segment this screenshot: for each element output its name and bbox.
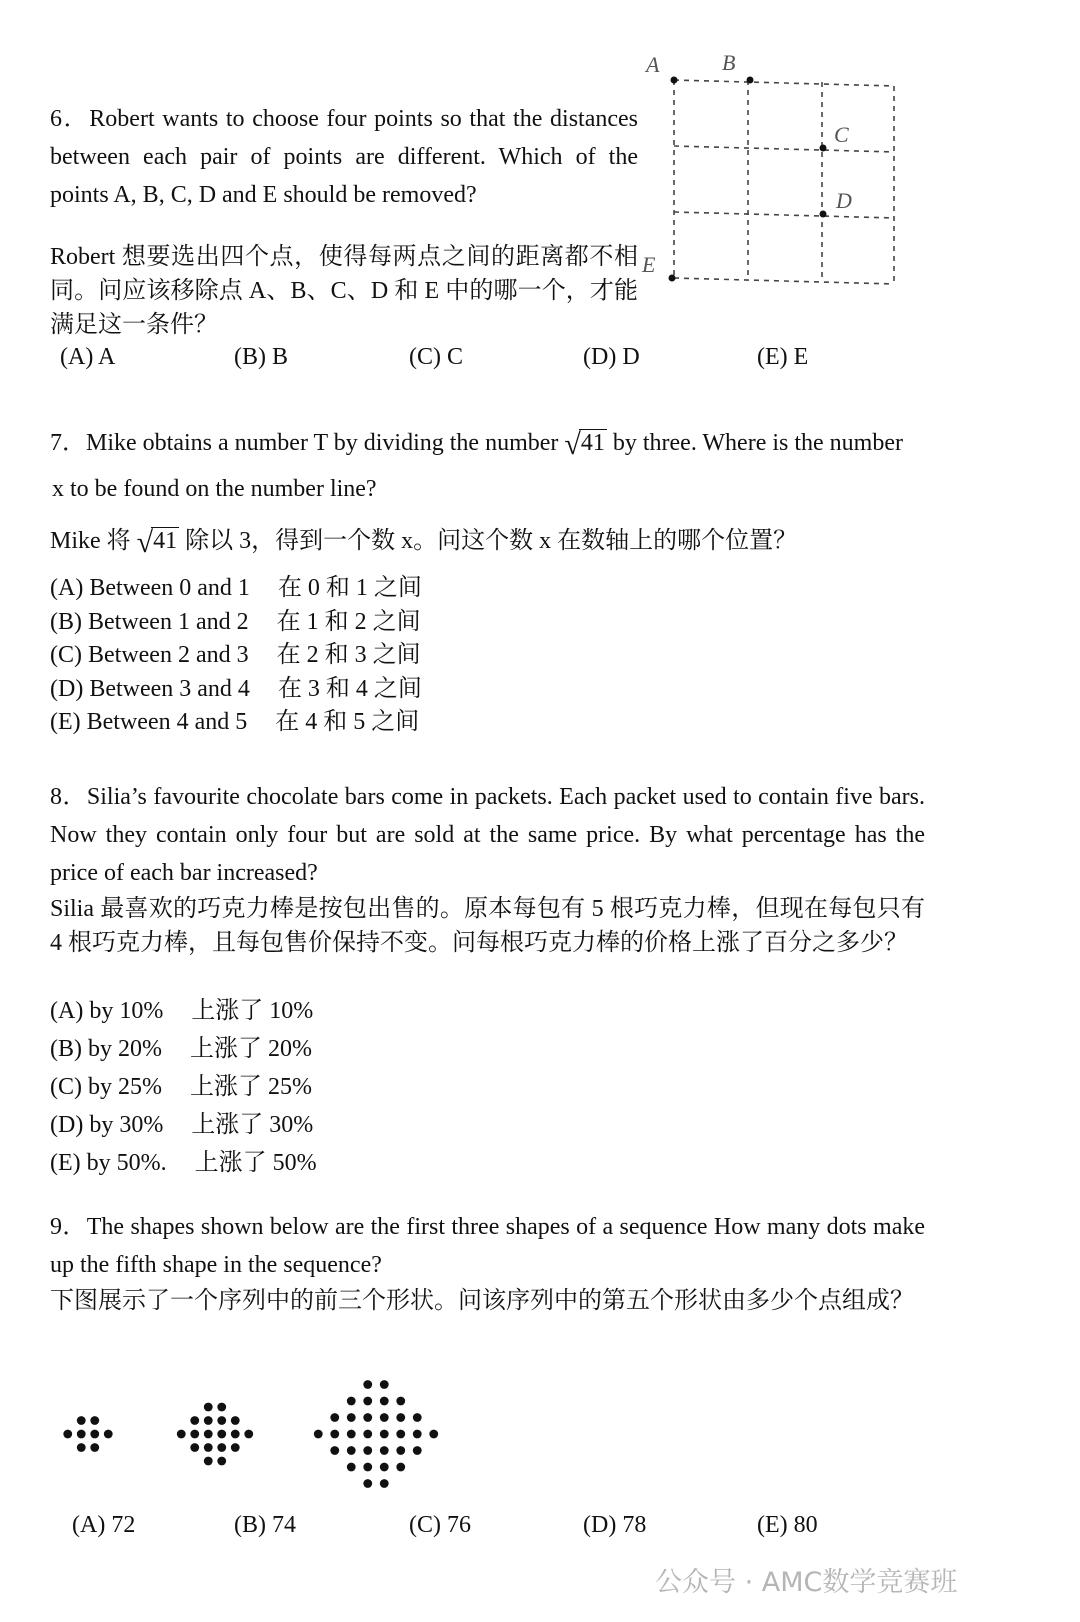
sqrt-41: √41	[564, 428, 605, 461]
q6-chinese: Robert 想要选出四个点，使得每两点之间的距离都不相同。问应该移除点 A、B、C、D 和 E 中的哪一个，才能满足这一条件？	[50, 244, 638, 338]
label-a: A	[646, 52, 660, 77]
dot-shape-3	[314, 1380, 438, 1488]
q6-option-b[interactable]: (B) B	[234, 344, 288, 370]
q8-option-a[interactable]: (A) by 10% 上涨了 10%	[50, 998, 314, 1024]
dot	[347, 1463, 356, 1472]
dot	[396, 1397, 405, 1406]
q7-option-c[interactable]: (C) Between 2 and 3 在 2 和 3 之间	[50, 642, 421, 668]
q8-english: 8．Silia’s favourite chocolate bars come in packets. Each packet used to contain five bars. Now they contain only four but are sold at the same price. By what percentage has the price of each bar increased?	[50, 784, 925, 886]
dot	[380, 1413, 389, 1422]
dot	[204, 1416, 213, 1425]
q7-option-b[interactable]: (B) Between 1 and 2 在 1 和 2 之间	[50, 608, 421, 635]
dot	[347, 1397, 356, 1406]
label-b: B	[722, 50, 736, 75]
point-e	[669, 275, 676, 282]
dot	[380, 1380, 389, 1389]
point-b	[747, 77, 754, 84]
dot	[347, 1446, 356, 1455]
q9-english: 9．The shapes shown below are the first three shapes of a sequence How many dots make up the fifth shape in the sequence?	[50, 1214, 925, 1278]
dot	[380, 1463, 389, 1472]
label-c: C	[834, 122, 849, 147]
q9-option-b[interactable]: (B) 74	[234, 1512, 296, 1538]
dot	[190, 1416, 199, 1425]
dot	[413, 1413, 422, 1422]
dot	[90, 1430, 99, 1439]
dot	[177, 1430, 186, 1439]
dot	[217, 1430, 226, 1439]
dot	[204, 1457, 213, 1466]
point-c	[820, 145, 827, 152]
q7-option-e[interactable]: (E) Between 4 and 5 在 4 和 5 之间	[50, 709, 420, 735]
q8-option-d[interactable]: (D) by 30% 上涨了 30%	[50, 1112, 314, 1138]
dot	[77, 1430, 86, 1439]
dot	[380, 1430, 389, 1439]
label-d: D	[836, 188, 852, 213]
q6-option-c[interactable]: (C) C	[409, 344, 463, 370]
q6-block	[50, 100, 638, 342]
dot	[204, 1403, 213, 1412]
dot	[363, 1463, 372, 1472]
q9-dot-shapes	[40, 1370, 480, 1520]
dot	[396, 1463, 405, 1472]
dot	[429, 1430, 438, 1439]
q6-options	[0, 344, 1080, 378]
dot	[217, 1416, 226, 1425]
dot	[380, 1397, 389, 1406]
q6-option-e[interactable]: (E) E	[757, 344, 809, 370]
dot-shape-1	[63, 1416, 112, 1452]
dot	[363, 1380, 372, 1389]
q9-option-c[interactable]: (C) 76	[409, 1512, 471, 1538]
q7-options	[50, 572, 422, 740]
q6-grid-figure	[630, 50, 910, 300]
dot	[396, 1413, 405, 1422]
dot	[90, 1443, 99, 1452]
dot	[231, 1443, 240, 1452]
dot	[63, 1430, 72, 1439]
dot	[347, 1430, 356, 1439]
dot	[363, 1446, 372, 1455]
q6-option-a[interactable]: (A) A	[60, 344, 116, 370]
dot	[396, 1430, 405, 1439]
q6-option-d[interactable]: (D) D	[583, 344, 640, 370]
dot	[204, 1443, 213, 1452]
point-d	[820, 211, 827, 218]
dot	[330, 1430, 339, 1439]
q8-chinese: Silia 最喜欢的巧克力棒是按包出售的。原本每包有 5 根巧克力棒，但现在每包只有 4 根巧克力棒，且每包售价保持不变。问每根巧克力棒的价格上涨了百分之多少？	[50, 896, 925, 956]
dot	[380, 1479, 389, 1488]
dot	[104, 1430, 113, 1439]
dot	[204, 1430, 213, 1439]
q8-option-b[interactable]: (B) by 20% 上涨了 20%	[50, 1036, 312, 1062]
q7-chinese: Mike 将 √41 除以 3，得到一个数 x。问这个数 x 在数轴上的哪个位置？	[50, 522, 797, 558]
q7-option-d[interactable]: (D) Between 3 and 4 在 3 和 4 之间	[50, 675, 422, 702]
dot	[330, 1413, 339, 1422]
sqrt-41-zh: √41	[136, 526, 178, 559]
watermark: 公众号 · AMC数学竞赛班	[655, 1567, 958, 1598]
q8-option-e[interactable]: (E) by 50%. 上涨了 50%	[50, 1150, 317, 1176]
dot	[413, 1430, 422, 1439]
q8-block	[50, 778, 925, 960]
dot	[244, 1430, 253, 1439]
dot	[380, 1446, 389, 1455]
dot	[363, 1397, 372, 1406]
dot-shape-2	[177, 1403, 253, 1466]
dot	[347, 1413, 356, 1422]
q7-english-line1: 7．Mike obtains a number T by dividing the number √41 by three. Where is the number	[50, 422, 950, 462]
dot	[77, 1443, 86, 1452]
q9-options	[0, 1512, 1080, 1546]
dot	[190, 1430, 199, 1439]
q8-options	[50, 992, 317, 1182]
q9-block	[50, 1208, 925, 1318]
dot	[231, 1430, 240, 1439]
dot	[217, 1457, 226, 1466]
q7-english-line2: x to be found on the number line?	[52, 476, 377, 502]
q9-option-a[interactable]: (A) 72	[72, 1512, 136, 1538]
dot	[396, 1446, 405, 1455]
dot	[314, 1430, 323, 1439]
q9-chinese: 下图展示了一个序列中的前三个形状。问该序列中的第五个形状由多少个点组成？	[50, 1288, 914, 1314]
dot	[77, 1416, 86, 1425]
label-e: E	[642, 252, 656, 277]
dot	[90, 1416, 99, 1425]
dot	[330, 1446, 339, 1455]
dot	[190, 1443, 199, 1452]
q9-option-e[interactable]: (E) 80	[757, 1512, 818, 1538]
q9-option-d[interactable]: (D) 78	[583, 1512, 647, 1538]
dot	[363, 1479, 372, 1488]
point-a	[671, 77, 678, 84]
dot	[231, 1416, 240, 1425]
q7-option-a[interactable]: (A) Between 0 and 1 在 0 和 1 之间	[50, 575, 422, 601]
dot	[363, 1413, 372, 1422]
q8-option-c[interactable]: (C) by 25% 上涨了 25%	[50, 1074, 312, 1100]
dot	[413, 1446, 422, 1455]
dot	[217, 1443, 226, 1452]
q6-english: 6．Robert wants to choose four points so that the distances between each pair of points are different. Which of the points A, B, C, D and E should be removed?	[50, 106, 638, 208]
dot	[217, 1403, 226, 1412]
dot	[363, 1430, 372, 1439]
